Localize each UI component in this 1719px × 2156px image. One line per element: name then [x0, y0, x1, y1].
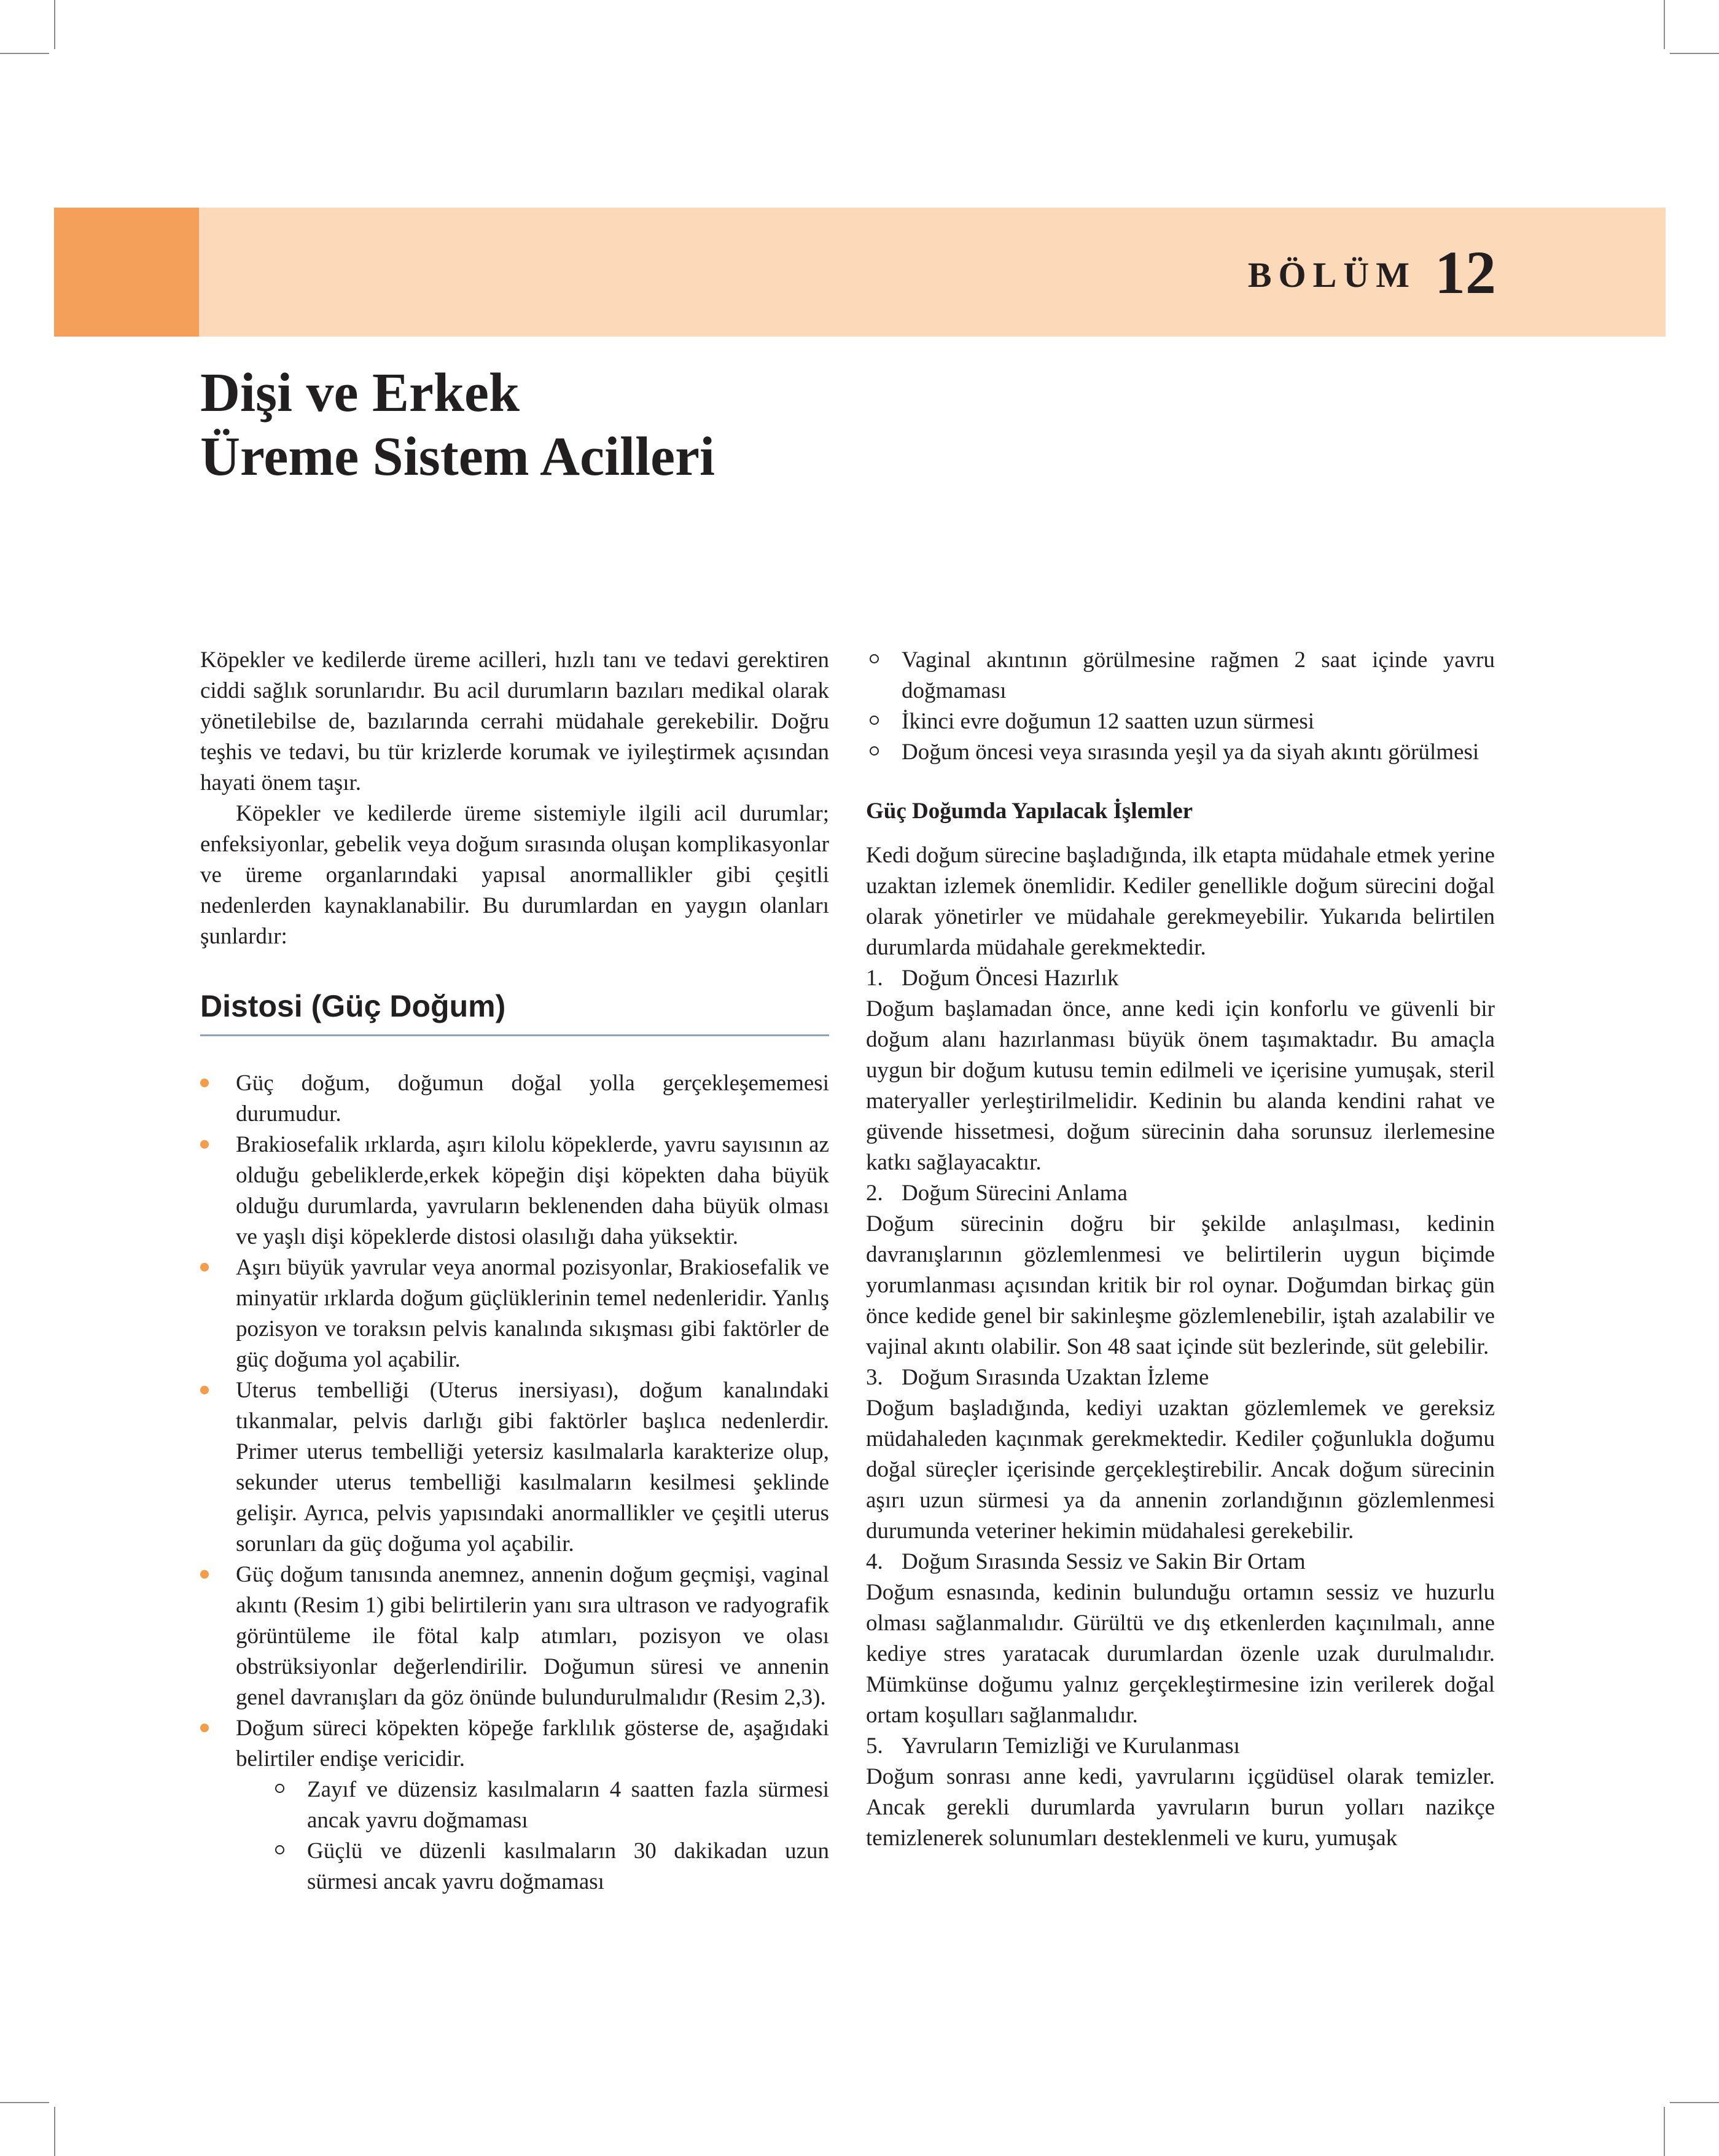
intro-paragraph: Köpekler ve kedilerde üreme acilleri, hızlı tanı ve tedavi gerektiren ciddi sağlık sorunlarıdır. Bu acil durumların bazıları medikal olarak yönetilebilse de, bazılarında cerrahi müdahale gerekebilir. Doğru teşhis ve tedavi, bu tür krizlerde korumak ve iyileştirmek açısından hayati önem taşır. [200, 647, 829, 795]
bullet-item: Doğum süreci köpekten köpeğe farklılık gösterse de, aşağıdaki belirtiler endişe vericidir. Zayıf ve düzensiz kasılmaların 4 saatten fazla sürmesi ancak yavru doğmaması Güçlü ve düzenli kasılmaların 30 dakikadan uzun sürmesi ancak yavru doğmaması [200, 1713, 829, 1897]
warning-signs-list [271, 1775, 829, 1897]
crop-mark [1664, 0, 1665, 49]
step-title: 5. Yavruların Temizliği ve Kurulanması [866, 1733, 1240, 1759]
bullet-dot-icon [200, 1570, 209, 1579]
step-text: Doğum sürecinin doğru bir şekilde anlaşılması, kedinin davranışlarının gözlemlenmesi ve belirtilerin uygun biçimde yorumlanması açısından kritik bir rol oynar. Doğumdan birkaç gün önce kedide genel bir sakinleşme gözlemlenebilir, iştah azalabilir ve vajinal akıntı olabilir. Son 48 saat içinde süt bezlerinde, süt gelebilir. [866, 1211, 1495, 1359]
bullet-item: Güç doğum, doğumun doğal yolla gerçekleşememesi durumudur. [200, 1068, 829, 1130]
sub-bullet-item: Zayıf ve düzensiz kasılmaların 4 saatten fazla sürmesi ancak yavru doğmaması [271, 1775, 829, 1836]
crop-mark [1664, 2107, 1665, 2156]
step-title: 1. Doğum Öncesi Hazırlık [866, 966, 1119, 991]
sub-bullet-item: İkinci evre doğumun 12 saatten uzun sürmesi [866, 706, 1495, 737]
procedures-intro: Kedi doğum sürecine başladığında, ilk etapta müdahale etmek yerine uzaktan izlemek önemlidir. Kediler genellikle doğum sürecini doğal olarak yönetirler ve müdahale gerekmeyebilir. Yukarıda belirtilen durumlarda müdahale gerekmektedir. [866, 843, 1495, 960]
distosi-bullet-list [200, 1068, 829, 1897]
bullet-dot-icon [200, 1079, 209, 1087]
chapter-label [1248, 208, 1496, 337]
step-text: Doğum başladığında, kediyi uzaktan gözlemlemek ve gereksiz müdahaleden kaçınmak gerekmektedir. Kediler çoğunlukla doğumu doğal süreçler içerisinde gerçekleştirebilir. Ancak doğum sürecinin aşırı uzun sürmesi ya da annenin zorlandığının gözlemlenmesi durumunda veteriner hekimin müdahalesi gerekebilir. [866, 1396, 1495, 1544]
sub-bullet-item: Doğum öncesi veya sırasında yeşil ya da siyah akıntı görülmesi [866, 737, 1495, 768]
chapter-word: BÖLÜM [1247, 254, 1416, 295]
chapter-title [200, 361, 715, 489]
circle-bullet-icon [870, 746, 879, 756]
sub-bullet-item: Vaginal akıntının görülmesine rağmen 2 saat içinde yavru doğmaması [866, 645, 1495, 706]
crop-mark [1670, 2102, 1719, 2103]
crop-mark [0, 2102, 49, 2103]
chapter-number: 12 [1435, 238, 1496, 307]
circle-bullet-icon [870, 716, 879, 725]
circle-bullet-icon [275, 1845, 284, 1854]
bullet-item: Aşırı büyük yavrular veya anormal pozisyonlar, Brakiosefalik ve minyatür ırklarda doğum güçlüklerinin temel nedenleridir. Yanlış pozisyon ve toraksın pelvis kanalında sıkışması gibi faktörler de güç doğuma yol açabilir. [200, 1252, 829, 1375]
bullet-dot-icon [200, 1140, 209, 1149]
bullet-item: Brakiosefalik ırklarda, aşırı kilolu köpeklerde, yavru sayısının az olduğu gebeliklerde,erkek köpeğin dişi köpekten daha büyük olduğu durumlarda, yavruların beklenenden daha büyük olması ve yaşlı dişi köpeklerde distosi olasılığı daha yüksektir. [200, 1130, 829, 1252]
warning-signs-list-continued [866, 645, 1495, 768]
crop-mark [0, 53, 49, 54]
bullet-dot-icon [200, 1263, 209, 1271]
step-title: 3. Doğum Sırasında Uzaktan İzleme [866, 1365, 1209, 1390]
crop-mark [54, 2107, 55, 2156]
chapter-banner [54, 208, 1666, 337]
chapter-title-line-2: Üreme Sistem Acilleri [200, 426, 715, 487]
bullet-item: Güç doğum tanısında anemnez, annenin doğum geçmişi, vaginal akıntı (Resim 1) gibi belirtilerin yanı sıra ultrason ve radyografik görüntüleme ile fötal kalp atımları, pozisyon ve olası obstrüksiyonlar değerlendirilir. Doğumun süresi ve annenin genel davranışları da göz önünde bulundurulmalıdır (Resim 2,3). [200, 1560, 829, 1713]
step-text: Doğum başlamadan önce, anne kedi için konforlu ve güvenli bir doğum alanı hazırlanması büyük önem taşımaktadır. Bu amaçla uygun bir doğum kutusu temin edilmeli ve içerisine yumuşak, steril materyaller yerleştirilmelidir. Kedinin bu alanda kendini rahat ve güvende hissetmesi, doğum sürecinin daha sorunsuz ilerlemesine katkı sağlayacaktır. [866, 996, 1495, 1175]
procedures-heading: Güç Doğumda Yapılacak İşlemler [866, 799, 1193, 824]
step-title: 2. Doğum Sürecini Anlama [866, 1181, 1128, 1206]
step-title: 4. Doğum Sırasında Sessiz ve Sakin Bir Ortam [866, 1549, 1306, 1574]
bullet-dot-icon [200, 1724, 209, 1732]
crop-mark [1670, 53, 1719, 54]
sub-bullet-item: Güçlü ve düzenli kasılmaların 30 dakikadan uzun sürmesi ancak yavru doğmaması [271, 1836, 829, 1897]
crop-mark [54, 0, 55, 49]
step-text: Doğum sonrası anne kedi, yavrularını içgüdüsel olarak temizler. Ancak gerekli durumlarda yavruların burun yolları nazikçe temizlenerek solunumları desteklenmeli ve kuru, yumuşak [866, 1764, 1495, 1851]
banner-accent [54, 208, 199, 337]
bullet-dot-icon [200, 1386, 209, 1394]
intro-paragraph: Köpekler ve kedilerde üreme sistemiyle ilgili acil durumlar; enfeksiyonlar, gebelik veya doğum sırasında oluşan komplikasyonlar ve üreme organlarındaki yapısal anormallikler gibi çeşitli nedenlerden kaynaklanabilir. Bu durumlardan en yaygın olanları şunlardır: [200, 801, 829, 949]
circle-bullet-icon [870, 654, 879, 663]
step-text: Doğum esnasında, kedinin bulunduğu ortamın sessiz ve huzurlu olması sağlanmalıdır. Gürültü ve dış etkenlerden kaçınılmalı, anne kediye stres yaratacak durumlardan özenle uzak durulmalıdır. Mümkünse doğumu yalnız gerçekleştirmesine izin verilerek doğal ortam koşulları sağlanmalıdır. [866, 1580, 1495, 1728]
chapter-title-line-1: Dişi ve Erkek [200, 362, 520, 423]
right-column [866, 645, 1495, 1854]
bullet-item: Uterus tembelliği (Uterus inersiyası), doğum kanalındaki tıkanmalar, pelvis darlığı gibi faktörler başlıca nedenlerdir. Primer uterus tembelliği yetersiz kasılmalarla karakterize olup, sekunder uterus tembelliği kasılmaların kesilmesi şeklinde gelişir. Ayrıca, pelvis yapısındaki anormallikler ve çeşitli uterus sorunları da güç doğuma yol açabilir. [200, 1375, 829, 1560]
section-heading: Distosi (Güç Doğum) [200, 988, 829, 1036]
circle-bullet-icon [275, 1784, 284, 1793]
left-column [200, 645, 829, 1897]
